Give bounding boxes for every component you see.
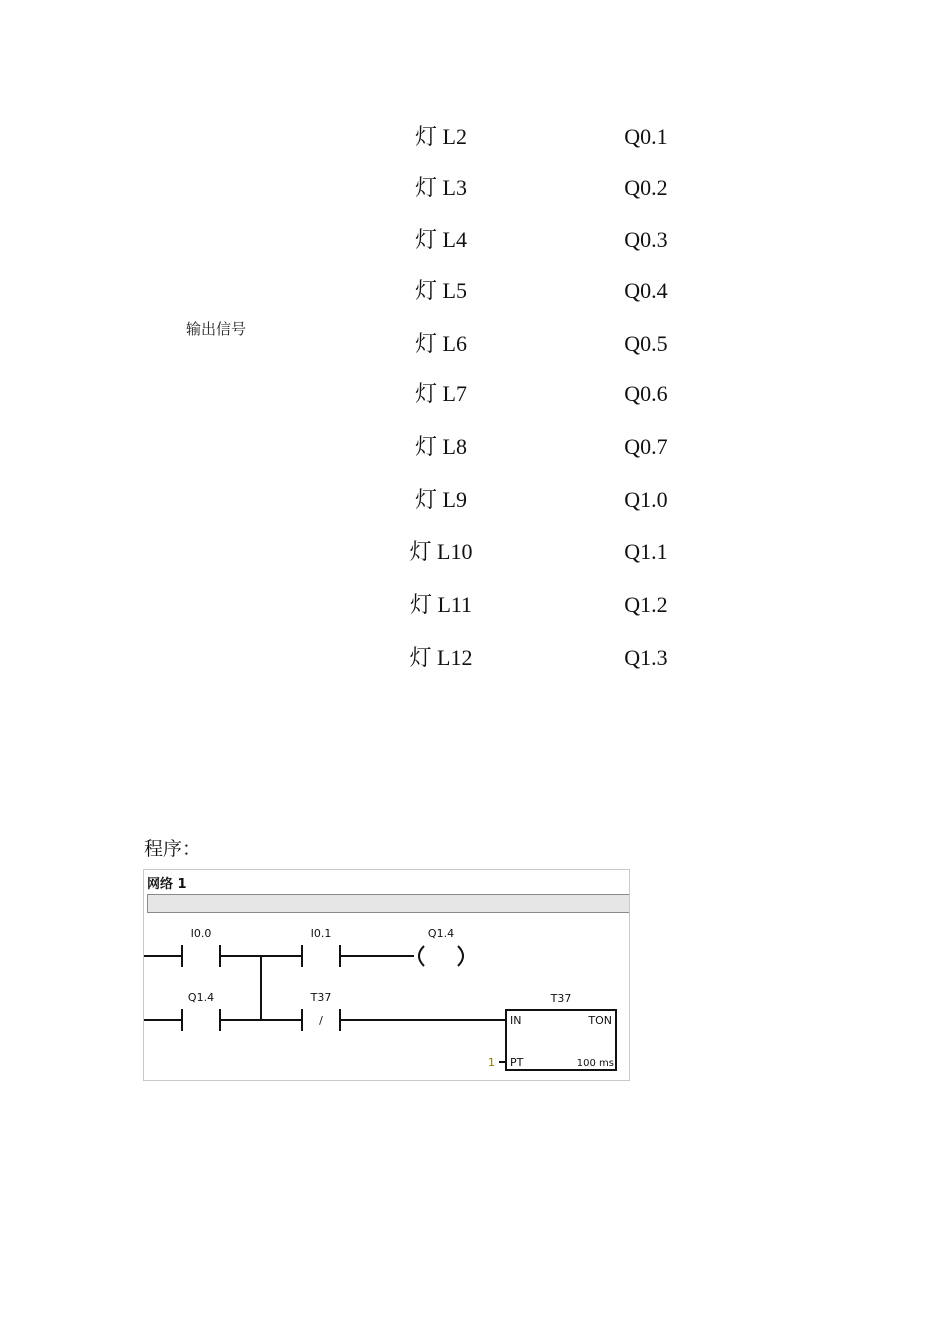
contact-i01-label: I0.1: [310, 927, 332, 940]
io-row: [0, 329, 950, 359]
contact-i00-symbol: [182, 945, 220, 967]
coil-q14-label: Q1.4: [427, 927, 455, 940]
io-address: Q1.3: [624, 645, 668, 670]
lamp-name: 灯 L10: [409, 539, 473, 564]
ladder-diagram-panel: [143, 869, 630, 1081]
network-title: 网络 1: [147, 877, 187, 892]
timer-pt-label: PT: [510, 1056, 524, 1069]
lamp-name: 灯 L5: [415, 278, 467, 303]
io-row: [0, 122, 950, 152]
io-address: Q0.5: [624, 331, 668, 356]
io-row: [0, 379, 950, 409]
timer-name-label: T37: [550, 992, 572, 1005]
timer-base-label: 100 ms: [576, 1058, 614, 1069]
io-address: Q0.7: [624, 434, 668, 459]
io-address: Q0.4: [624, 278, 668, 303]
timer-in-label: IN: [510, 1014, 522, 1027]
io-address: Q0.3: [624, 227, 668, 252]
contact-t37-label: T37: [310, 991, 332, 1004]
coil-q14-symbol: [419, 946, 463, 966]
io-row: [0, 485, 950, 515]
io-address: Q0.6: [624, 381, 668, 406]
io-address: Q1.0: [624, 487, 668, 512]
lamp-name: 灯 L4: [415, 227, 467, 252]
output-signal-label: 输出信号: [186, 320, 247, 338]
io-address: Q1.2: [624, 592, 668, 617]
io-address: Q1.1: [624, 539, 668, 564]
pt-value-label: 1: [488, 1056, 495, 1069]
lamp-name: 灯 L3: [415, 175, 467, 200]
io-row: [0, 432, 950, 462]
contact-q14-symbol: [182, 1009, 220, 1031]
lamp-name: 灯 L6: [415, 331, 467, 356]
lamp-name: 灯 L11: [409, 592, 473, 617]
io-row: [0, 276, 950, 306]
lamp-name: 灯 L7: [415, 381, 467, 406]
timer-type-label: TON: [588, 1014, 612, 1027]
io-address: Q0.1: [624, 124, 668, 149]
lamp-name: 灯 L2: [415, 124, 467, 149]
lamp-name: 灯 L12: [409, 645, 473, 670]
contact-q14-label: Q1.4: [187, 991, 215, 1004]
contact-i00-label: I0.0: [190, 927, 212, 940]
io-row: [0, 590, 950, 620]
lamp-name: 灯 L8: [415, 434, 467, 459]
io-row: [0, 643, 950, 673]
contact-i01-symbol: [302, 945, 340, 967]
lamp-name: 灯 L9: [415, 487, 467, 512]
io-row: [0, 225, 950, 255]
contact-t37-nc-symbol: /: [319, 1014, 323, 1027]
program-label: 程序：: [144, 839, 202, 860]
ladder-diagram: [144, 870, 630, 1081]
io-row: [0, 173, 950, 203]
io-row: [0, 537, 950, 567]
io-address: Q0.2: [624, 175, 668, 200]
